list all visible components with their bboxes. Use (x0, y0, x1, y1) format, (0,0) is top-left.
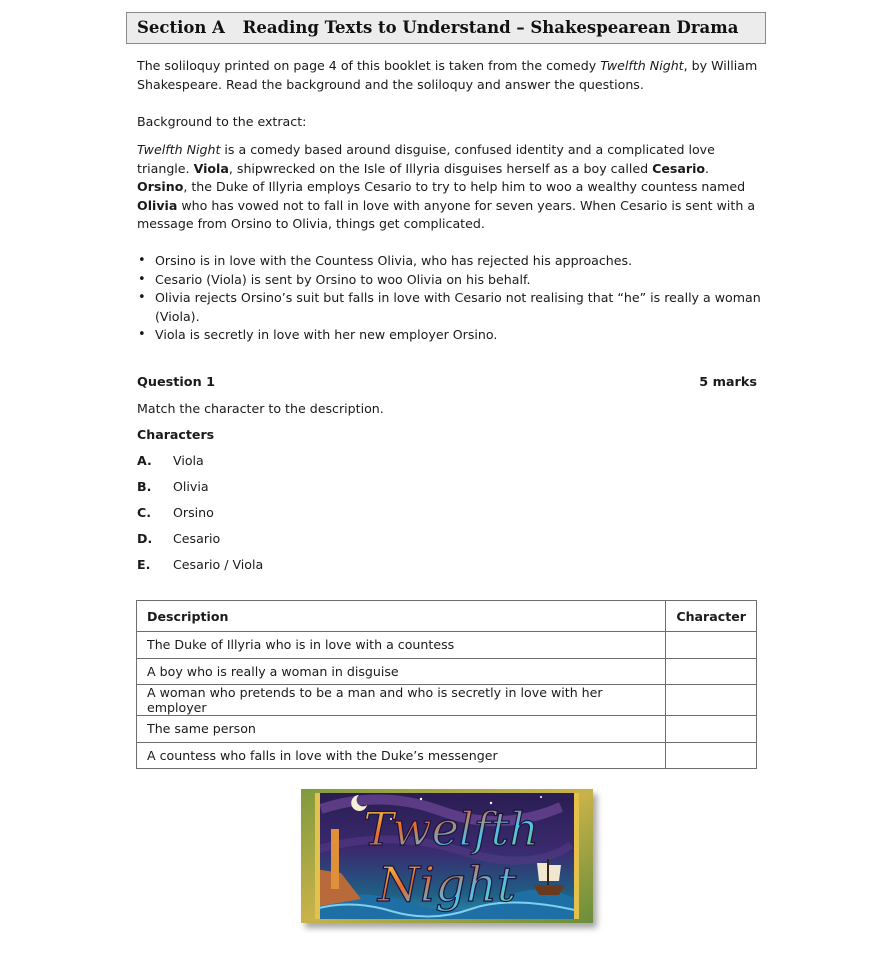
character-answer-cell[interactable] (666, 685, 757, 716)
question-header (137, 374, 757, 392)
background-text: . (705, 160, 710, 176)
table-row (137, 742, 757, 769)
section-title: Reading Texts to Understand – Shakespearean Drama (242, 18, 739, 37)
plot-bullet-list (137, 252, 762, 345)
question-label: Question 1 (137, 375, 216, 390)
character-answer-cell[interactable] (666, 716, 757, 743)
character-name: Orsino (173, 504, 214, 520)
character-answer-cell[interactable] (666, 632, 757, 659)
bullet-item: • Olivia rejects Orsino’s suit but falls in love with Cesario not realising that “he” is really a woman (Viola). (137, 289, 762, 326)
name-orsino: Orsino (137, 179, 184, 194)
description-cell: A boy who is really a woman in disguise (137, 658, 666, 685)
characters-heading: Characters (137, 427, 215, 442)
background-paragraph (137, 141, 762, 234)
background-heading: Background to the extract: (137, 114, 307, 129)
table-row (137, 658, 757, 685)
bullet-item: • Cesario (Viola) is sent by Orsino to woo Olivia on his behalf. (137, 271, 762, 290)
character-name: Cesario / Viola (173, 556, 264, 572)
poster-art (301, 789, 593, 923)
table-header-row (137, 601, 757, 632)
character-name: Olivia (173, 478, 209, 494)
description-cell: The same person (137, 716, 666, 743)
table-row (137, 685, 757, 716)
table-row (137, 716, 757, 743)
background-play-title: Twelfth Night (137, 142, 221, 157)
name-olivia: Olivia (137, 197, 178, 213)
description-cell: A countess who falls in love with the Duke’s messenger (137, 742, 666, 769)
poster-title-line1: Twelfth (363, 802, 539, 856)
question-marks: 5 marks (699, 375, 757, 390)
bullet-item: • Viola is secretly in love with her new employer Orsino. (137, 326, 762, 345)
table-row (137, 632, 757, 659)
poster-lighthouse (331, 829, 339, 889)
section-label: Section A (137, 18, 225, 37)
matching-table (136, 600, 757, 769)
character-column-header: Character (666, 601, 757, 632)
character-letter: B. (137, 478, 152, 494)
intro-text: The soliloquy printed on page 4 of this booklet is taken from the comedy (137, 58, 601, 73)
background-text: , the Duke of Illyria employs Cesario to try to help him to woo a wealthy countess named (183, 179, 746, 194)
background-text: , shipwrecked on the Isle of Illyria disguises herself as a boy called (228, 160, 653, 176)
description-column-header: Description (137, 601, 666, 632)
character-letter: E. (137, 556, 151, 572)
character-letter: A. (137, 453, 152, 468)
bullet-item: • Orsino is in love with the Countess Olivia, who has rejected his approaches. (137, 252, 762, 271)
twelfth-night-poster-image (301, 789, 593, 923)
description-cell: A woman who pretends to be a man and who is secretly in love with her employer (137, 685, 666, 716)
character-answer-cell[interactable] (666, 658, 757, 685)
intro-play-title: Twelfth Night (600, 58, 684, 73)
intro-text-end: , by William Shakespeare. Read the background and the soliloquy and answer the questions. (137, 58, 758, 92)
character-name: Viola (173, 453, 204, 468)
question-instruction: Match the character to the description. (137, 401, 384, 416)
description-cell: The Duke of Illyria who is in love with a countess (137, 632, 666, 659)
character-letter: C. (137, 504, 152, 520)
background-text: who has vowed not to fall in love with anyone for seven years. When Cesario is sent with a message from Orsino to Olivia, things get complicated. (137, 197, 756, 231)
background-text: is a comedy based around disguise, confused identity and a complicated love triangle. (137, 142, 715, 176)
section-header (126, 12, 766, 44)
character-letter: D. (137, 530, 153, 546)
name-viola: Viola (193, 160, 229, 176)
name-cesario: Cesario (652, 160, 706, 176)
poster-title-line2: Night (377, 857, 517, 913)
character-answer-cell[interactable] (666, 742, 757, 769)
intro-paragraph (137, 57, 762, 94)
character-name: Cesario (173, 530, 221, 546)
